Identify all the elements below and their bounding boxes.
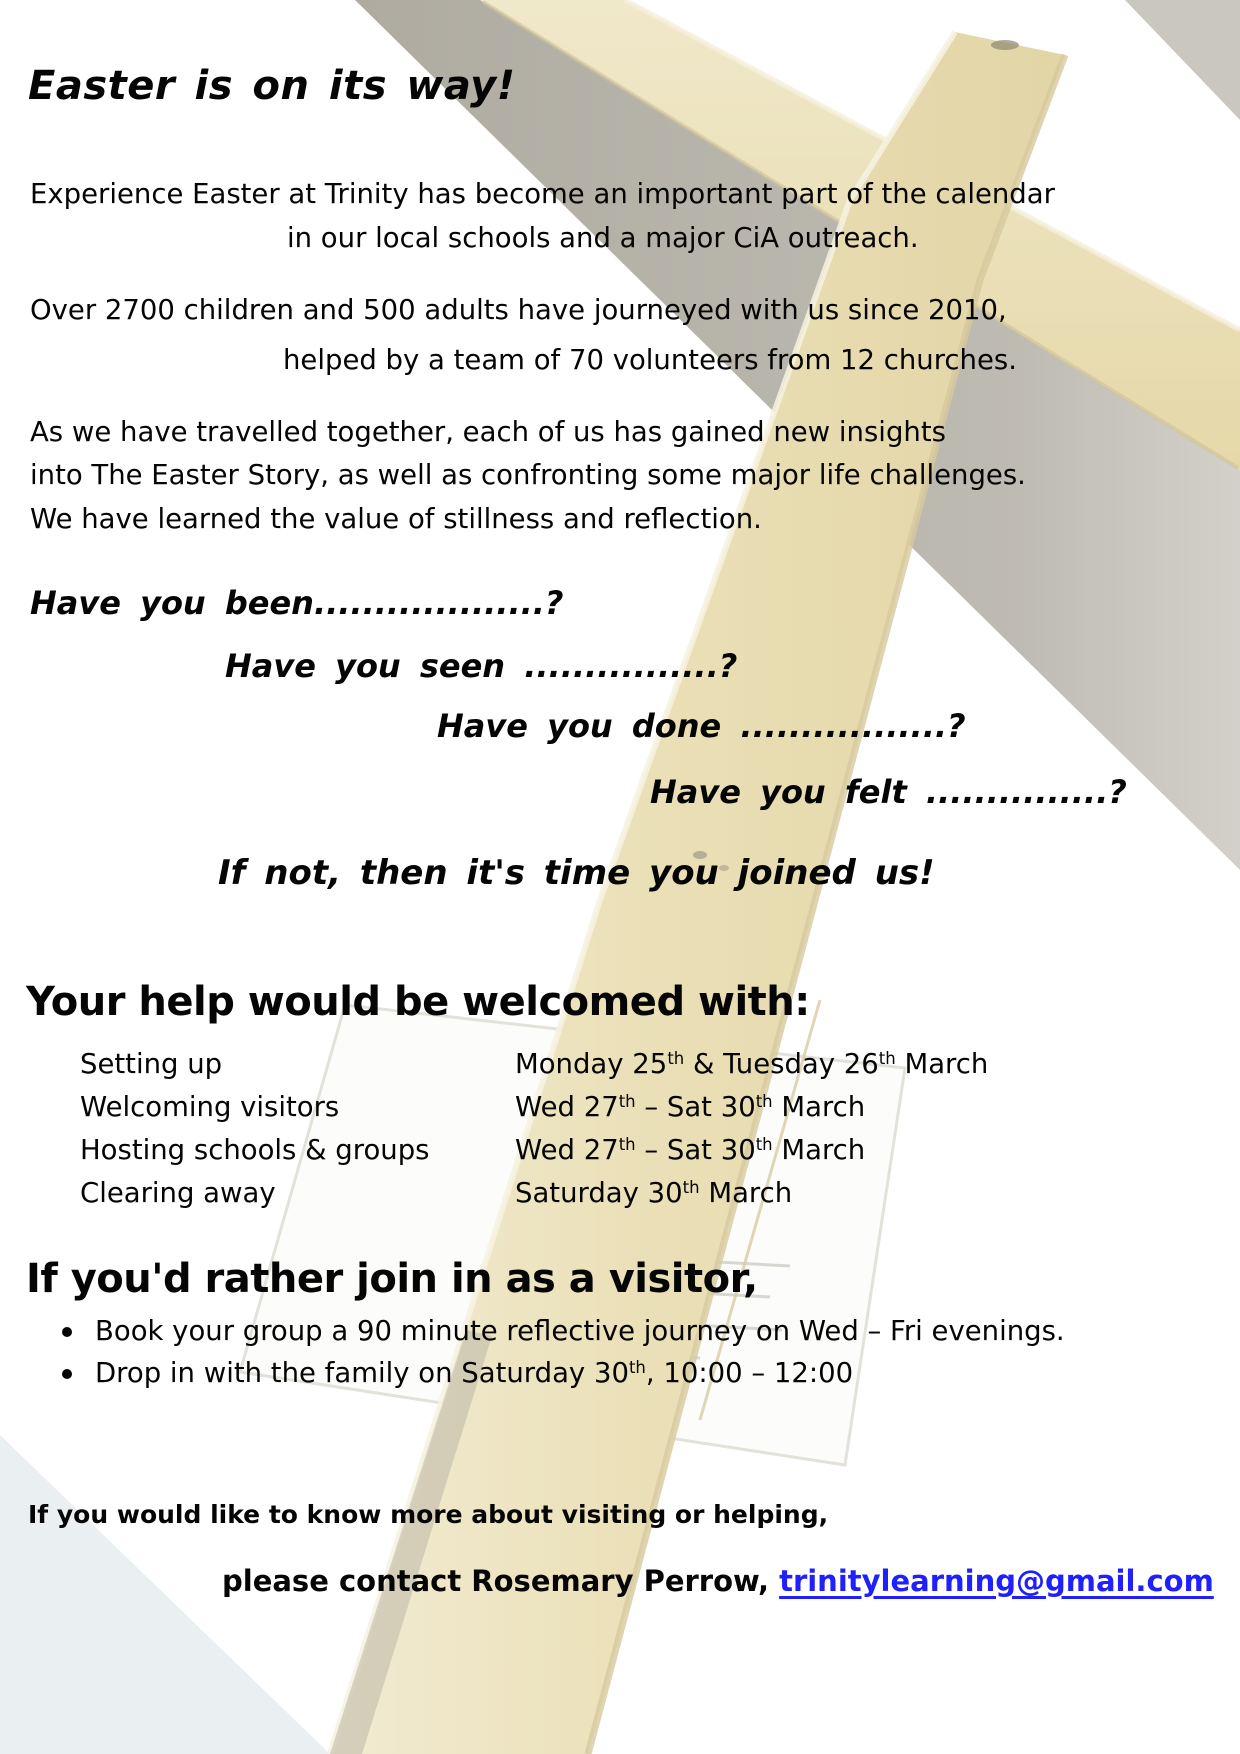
help-section-heading: Your help would be welcomed with: [26, 979, 810, 1025]
intro-paragraph3-line3: We have learned the value of stillness and reflection. [30, 503, 762, 535]
page-title: Easter is on its way! [28, 63, 516, 109]
task-label: Setting up [80, 1048, 223, 1080]
task-dates: Saturday 30th March [515, 1177, 793, 1209]
contact-email-link[interactable]: trinitylearning@gmail.com [779, 1564, 1214, 1598]
intro-paragraph2-line1: Over 2700 children and 500 adults have journeyed with us since 2010, [30, 294, 1007, 326]
contact-prefix: please contact Rosemary Perrow, [222, 1564, 780, 1598]
bullet-dot [62, 1327, 72, 1337]
help-row [80, 1048, 1230, 1091]
task-dates: Wed 27th – Sat 30th March [515, 1134, 866, 1166]
question-have-you-done: Have you done .................? [437, 707, 966, 745]
task-label: Welcoming visitors [80, 1091, 340, 1123]
bullet-item [62, 1357, 1232, 1399]
contact-intro-line: If you would like to know more about visiting or helping, [28, 1500, 829, 1529]
shadow-wedge-top-right [1125, 0, 1240, 120]
bullet-text: Book your group a 90 minute reflective journey on Wed – Fri evenings. [95, 1315, 1065, 1347]
help-row [80, 1091, 1230, 1134]
intro-paragraph3-line1: As we have travelled together, each of us has gained new insights [30, 416, 946, 448]
intro-paragraph1-line2: in our local schools and a major CiA outreach. [287, 222, 919, 254]
call-to-action: If not, then it's time you joined us! [218, 853, 935, 893]
intro-paragraph1-line1: Experience Easter at Trinity has become an important part of the calendar [30, 178, 1055, 210]
intro-paragraph2-line2: helped by a team of 70 volunteers from 12 churches. [283, 344, 1017, 376]
contact-line [222, 1564, 1214, 1599]
help-table [80, 1048, 1230, 1220]
question-have-you-felt: Have you felt ...............? [650, 773, 1127, 811]
help-row [80, 1177, 1230, 1220]
task-dates: Wed 27th – Sat 30th March [515, 1091, 866, 1123]
bullet-text: Drop in with the family on Saturday 30th, 10:00 – 12:00 [95, 1357, 854, 1389]
task-label: Clearing away [80, 1177, 276, 1209]
task-label: Hosting schools & groups [80, 1134, 430, 1166]
intro-paragraph3-line2: into The Easter Story, as well as confronting some major life challenges. [30, 459, 1026, 491]
question-have-you-been: Have you been...................? [30, 584, 564, 622]
visitor-section-heading: If you'd rather join in as a visitor, [26, 1256, 758, 1302]
help-row [80, 1134, 1230, 1177]
bullet-dot [62, 1369, 72, 1379]
visitor-bullets [62, 1315, 1232, 1399]
task-dates: Monday 25th & Tuesday 26th March [515, 1048, 989, 1080]
question-have-you-seen: Have you seen ................? [225, 647, 738, 685]
bullet-item [62, 1315, 1232, 1357]
